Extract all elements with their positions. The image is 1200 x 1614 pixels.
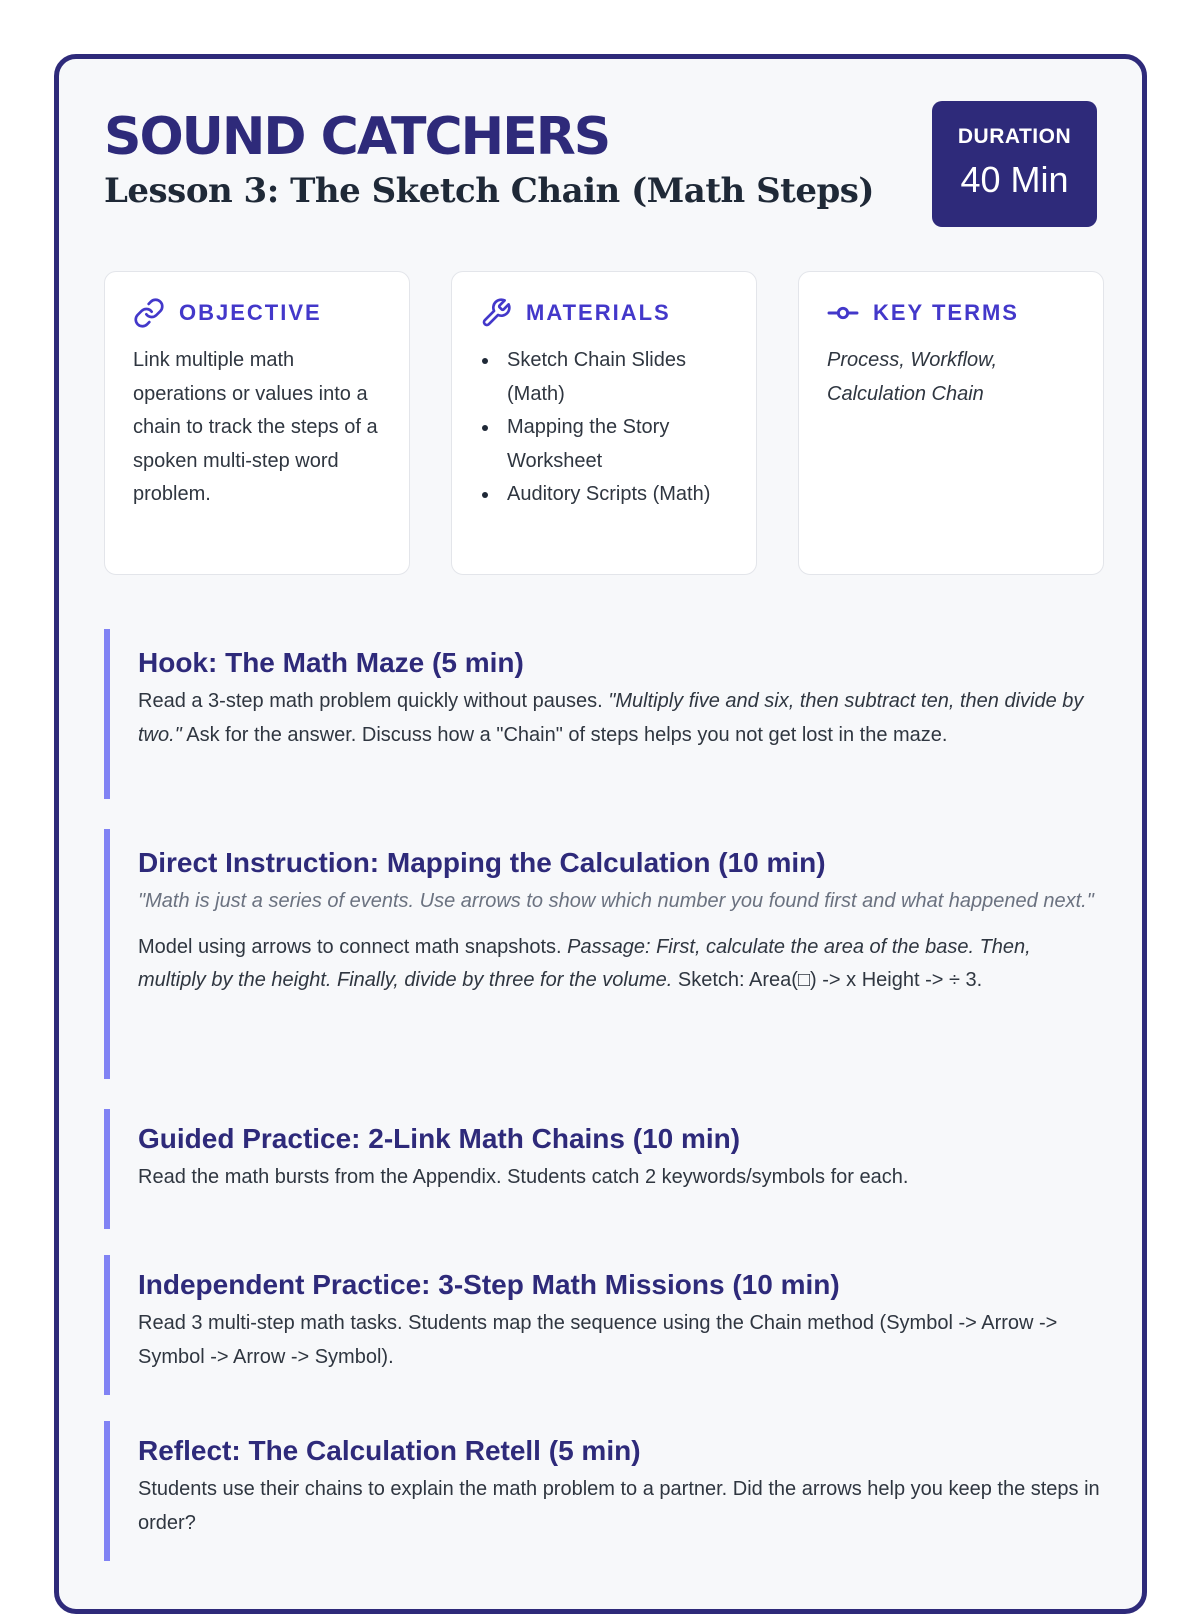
step-quote-inline: "Multiply five and six, then subtract ten, then divide by two." — [138, 690, 1084, 746]
materials-item: Mapping the Story Worksheet — [480, 411, 732, 478]
link-icon — [133, 297, 165, 329]
step-text: Read the math bursts from the Appendix. Students catch 2 keywords/symbols for each. — [138, 1166, 909, 1188]
brand-title: SOUND CATCHERS — [104, 107, 610, 167]
step-guided-practice — [104, 1109, 1104, 1229]
step-text: Students use their chains to explain the math problem to a partner. Did the arrows help you keep the steps in order? — [138, 1478, 1100, 1534]
duration-value: 40 Min — [960, 159, 1069, 200]
materials-box — [451, 271, 757, 575]
lesson-title: Lesson 3: The Sketch Chain (Math Steps) — [104, 171, 874, 211]
step-title: Direct Instruction: Mapping the Calculation (10 min) — [138, 847, 826, 878]
step-passage: Passage: First, calculate the area of the base. Then, multiply by the height. Finally, divide by three for the volume. — [138, 935, 1031, 991]
step-text-part: Read a 3-step math problem quickly without pauses. — [138, 690, 609, 712]
key-terms-title: KEY TERMS — [873, 300, 1019, 325]
step-independent-practice — [104, 1255, 1104, 1395]
step-hook — [104, 629, 1104, 799]
objective-text: Link multiple math operations or values into a chain to track the steps of a spoken multi-step word problem. — [133, 349, 378, 505]
step-text-part: Model using arrows to connect math snapshots. — [138, 935, 568, 958]
step-title: Reflect: The Calculation Retell (5 min) — [138, 1435, 641, 1466]
step-title: Hook: The Math Maze (5 min) — [138, 647, 524, 678]
step-direct-instruction — [104, 829, 1104, 1079]
key-terms-header — [827, 298, 1079, 328]
wrench-icon — [480, 297, 512, 329]
lesson-card — [54, 54, 1147, 1614]
step-text — [138, 685, 1104, 752]
materials-list — [480, 344, 732, 512]
materials-title: MATERIALS — [526, 300, 671, 325]
key-terms-text: Process, Workflow, Calculation Chain — [827, 349, 998, 405]
duration-badge — [932, 101, 1097, 227]
step-title: Guided Practice: 2-Link Math Chains (10 min) — [138, 1123, 741, 1154]
step-title: Independent Practice: 3-Step Math Missions (10 min) — [138, 1269, 840, 1300]
objective-title: OBJECTIVE — [179, 300, 322, 325]
duration-label: DURATION — [957, 125, 1072, 148]
step-reflect — [104, 1421, 1104, 1561]
step-text: Read 3 multi-step math tasks. Students map the sequence using the Chain method (Symbol -> Arrow -> Symbol -> Arrow -> Symbol). — [138, 1312, 1058, 1368]
step-quote: "Math is just a series of events. Use arrows to show which number you found first and what happened next." — [138, 890, 1094, 912]
objective-header — [133, 298, 385, 328]
objective-box — [104, 271, 410, 575]
materials-item: Auditory Scripts (Math) — [480, 478, 732, 512]
materials-header — [480, 298, 732, 328]
materials-item: Sketch Chain Slides (Math) — [480, 344, 732, 411]
key-terms-box — [798, 271, 1104, 575]
step-text-part: Ask for the answer. Discuss how a "Chain" of steps helps you not get lost in the maze. — [181, 723, 948, 746]
commit-icon — [827, 297, 859, 329]
step-text-part: Sketch: Area(□) -> x Height -> ÷ 3. — [672, 969, 983, 991]
info-row — [104, 271, 1104, 575]
step-text — [138, 931, 1104, 998]
